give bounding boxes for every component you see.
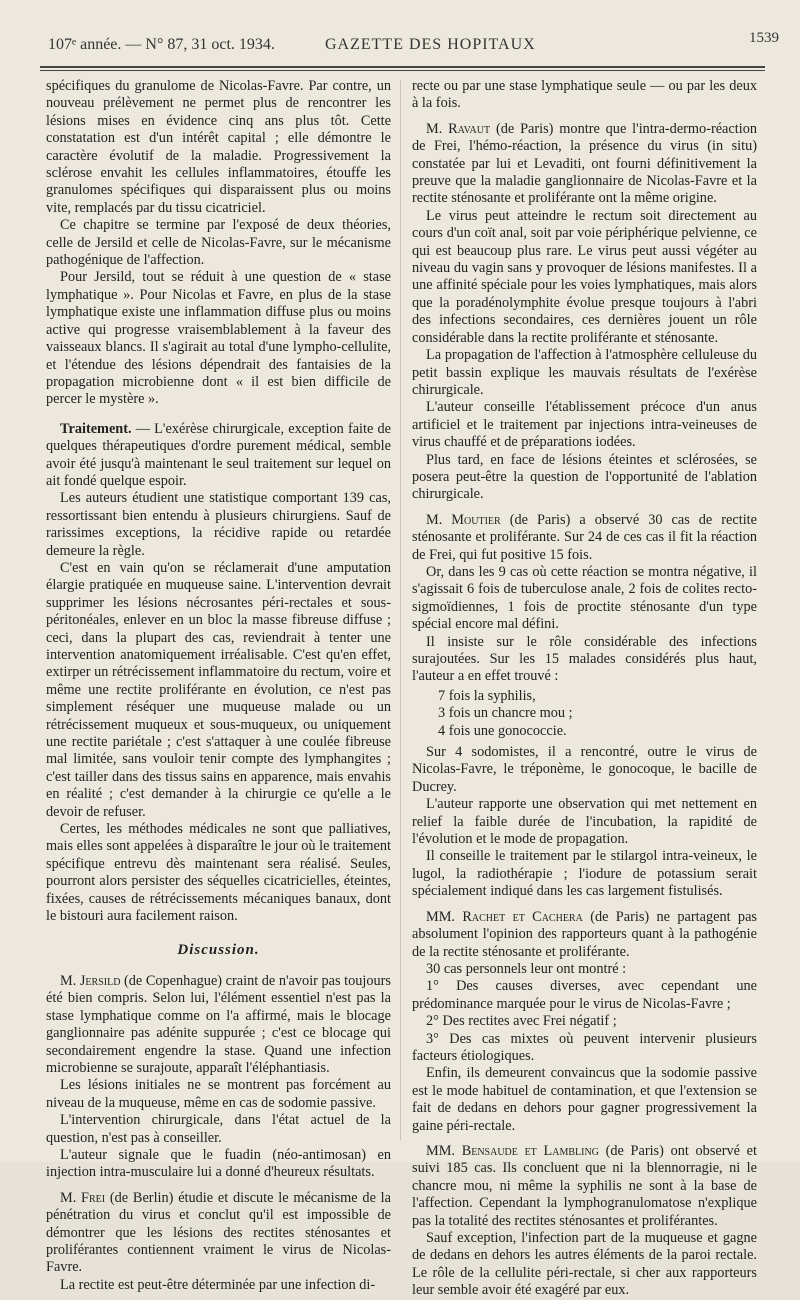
left-column [46,78,391,1294]
paragraph: C'est en vain qu'on se réclamerait d'une amputation élargie pratiquée en muqueuse saine. L'intervention devrait supprimer les lésions nécrosantes péri-rectales et sous-péritonéales, enlever en un bloc la masse fibreuse diffuse ; ceci, dans la plupart des cas, reviendrait à tenter une intervention anatomiquement irréalisable. C'est qu'en effet, extirper un rétrécissement inflammatoire du rectum, voire et même une rectite proliférante en évolution, ce n'est pas simplement réséquer une muqueuse malade ou un rétrécissement muqueux et sous-muqueux, ou uniquement une rectite pariétale ; c'est s'attaquer à une coulée fibreuse mal limitée, sans vouloir tenir compte des lymphangites ; c'est tailler dans des tissus sains en apparence, mais envahis en réalité ; c'est demander à la chirurgie ce qu'elle a le devoir de refuser. [46,559,391,820]
speaker-name: MM. Bensaude et Lambling [426,1142,599,1159]
speaker-name: M. Jersild [60,972,121,989]
paragraph: Pour Jersild, tout se réduit à une question de « stase lymphatique ». Pour Nicolas et Favre, en plus de la stase lymphatique existe une inflammation diffuse plus ou moins active qui progresse vraisemblablement à la faveur des vaisseaux blancs. Il s'agirait au total d'une lympho-cellulite, et l'étendue des lésions dépendrait des fantaisies de la propagation microbienne dont « il est bien difficile de percer le mystère ». [46,269,391,408]
issue-info: 107ᵉ année. — N° 87, 31 oct. 1934. [48,36,275,53]
paragraph: L'auteur signale que le fuadin (néo-antimosan) en injection intra-musculaire lui a donné d'heureux résultats. [46,1146,391,1181]
paragraph: Les lésions initiales ne se montrent pas forcément au niveau de la muqueuse, même en cas de sodomie passive. [46,1077,391,1111]
list-item: 3° Des cas mixtes où peuvent intervenir plusieurs facteurs étiologiques. [412,1030,757,1064]
paragraph: La propagation de l'affection à l'atmosphère celluleuse du petit bassin explique les mauvais résultats de l'exérèse chirurgicale. [412,347,757,398]
treatment-paragraph [46,421,391,491]
list-item: 7 fois la syphilis, [438,687,536,704]
right-column [412,78,757,1300]
discussion-heading: Discussion. [177,941,260,958]
paragraph: La rectite est peut-être déterminée par une infection di- [60,1276,376,1293]
section-heading: Traitement. [60,420,132,437]
paragraph: Le virus peut atteindre le rectum soit directement au cours d'un coït anal, soit par voie périphérique pelvienne, ce qui est beaucoup plus rare. Le virus peut aussi végéter au niveau du vagin sans y provoquer de lésions manifestes. Il a une affinité spéciale pour les voies lymphatiques, mais alors que la poradénolymphite évolue presque toujours à l'abri des infections secondaires, ces dernières jouent un rôle considérable dans la rectite proliférante et sténosante. [412,207,757,346]
list-item: 1° Des causes diverses, avec cependant une prédominance marquée pour le virus de Nicolas-Favre ; [412,978,757,1012]
paragraph: Plus tard, en face de lésions éteintes et sclérosées, se posera peut-être la question de l'opportunité de l'ablation chirurgicale. [412,451,757,503]
speaker-name: M. Moutier [426,511,501,528]
infection-list [438,688,757,740]
header-rule-thin [40,70,765,71]
paragraph-text: (de Paris) montre que l'intra-dermo-réaction de Frei, l'hémo-réaction, la présence du virus (in situ) constatée par lui et Levaditi, ont fourni définitivement la preuve que la maladie ganglionnaire de Nicolas-Favre et la rectite sténosante et proliférante ont la même origine. [412,120,757,207]
speaker-name: M. Ravaut [426,120,491,137]
paragraph-text: (de Copenhague) craint de n'avoir pas toujours été bien compris. Selon lui, l'élément essentiel n'est pas la stase lymphatique comme on l'a affirmé, mais le blocage ganglionnaire pas adénite suppurée ; c'est ce blocage qui secondairement engendre la stase. Quand une infection microbienne se surajoute, apparaît l'éléphantiasis. [46,972,391,1076]
paragraph: Il insiste sur le rôle considérable des infections surajoutées. Sur les 15 malades considérés plus haut, l'auteur a en effet trouvé : [412,633,757,685]
speaker-paragraph [412,1143,757,1230]
paragraph: 30 cas personnels leur ont montré : [426,960,627,977]
speaker-name: M. Frei [60,1189,106,1206]
speaker-paragraph [412,121,757,208]
speaker-paragraph [412,512,757,564]
speaker-paragraph [46,973,391,1077]
speaker-paragraph [412,909,757,961]
column-separator [400,80,401,1140]
journal-title: GAZETTE DES HOPITAUX [325,36,536,53]
header-rule [40,66,765,68]
list-item: 3 fois un chancre mou ; [438,705,573,722]
paragraph: Ce chapitre se termine par l'exposé de deux théories, celle de Jersild et celle de Nicolas-Favre, sur le mécanisme pathogénique de l'affection. [46,217,391,269]
paragraph-text: — L'exérèse chirurgicale, exception faite de quelques thérapeutiques d'ordre purement médical, semble avoir été jusqu'à maintenant le seul traitement sur lequel on ait fondé quelque espoir. [46,420,391,489]
list-item: 2° Des rectites avec Frei négatif ; [426,1013,617,1030]
paragraph: Sauf exception, l'infection part de la muqueuse et gagne de dedans en dehors les autres éléments de la paroi rectale. Le rôle de la cellulite péri-rectale, si cher aux rapporteurs leur semble avoir été exagéré par eux. [412,1230,757,1299]
paragraph: L'auteur rapporte une observation qui met nettement en relief la faible durée de l'incubation, la rapidité de l'évolution et le mode de propagation. [412,796,757,848]
paragraph-text: (de Paris) ne partagent pas absolument l'opinion des rapporteurs quant à la pathogénie de la rectite sténosante et proliférante. [412,908,757,960]
speaker-name: MM. Rachet et Cachera [426,908,583,925]
paragraph: Certes, les méthodes médicales ne sont que palliatives, mais elles sont appelées à disparaître le jour où le traitement spécifique entrevu dès maintenant sera réalisé. Seules, pourront alors persister des séquelles cicatricielles, éteintes, fixées, causes de rétrécissements mécaniques banaux, dont le bistouri aura facilement raison. [46,821,391,925]
paragraph: L'auteur conseille l'établissement précoce d'un anus artificiel et le traitement par injections intra-veineuses de virus chauffé et de préparations iodées. [412,399,757,451]
page-header [40,30,785,64]
paragraph-text: (de Berlin) étudie et discute le mécanisme de la pénétration du virus et conclut qu'il est impossible de démontrer que les lésions des rectites sténosantes et proliférantes contiennent vraiment le virus de Nicolas-Favre. [46,1189,392,1276]
paragraph: Enfin, ils demeurent convaincus que la sodomie passive est le mode habituel de contamination, et que l'extension se fait de dedans en dehors pour gagner progressivement la gaine péri-rectale. [412,1065,757,1134]
paragraph: Sur 4 sodomistes, il a rencontré, outre le virus de Nicolas-Favre, le tréponème, le gonocoque, le bacille de Ducrey. [412,744,757,795]
paragraph-text: (de Paris) ont observé et suivi 185 cas. Ils concluent que ni la blennorragie, ni le chancre mou, ni même la syphilis ne sont à la base de l'affection. Cependant la lymphogranulomatose n'explique pas la totalité des rectites sténosantes et proliférantes. [412,1142,757,1229]
list-item: 4 fois une gonococcie. [438,722,567,739]
paragraph: spécifiques du granulome de Nicolas-Favre. Par contre, un nouveau prélèvement ne permet plus de rencontrer les lésions mises en évidence cinq ans plus tôt. Cette constatation est d'un intérêt capital ; elle démontre le caractère évolutif de la maladie. Progressivement la sclérose envahit les cellules inflammatoires, étouffe les granulomes spécifiques qui disparaissent plus ou moins vite, remplacés par du tissu cicatriciel. [46,78,391,216]
paragraph-text: (de Paris) a observé 30 cas de rectite sténosante et proliférante. Sur 24 de ces cas il fit la réaction de Frei, qui fut positive 15 fois. [412,511,758,563]
paragraph: Les auteurs étudient une statistique comportant 139 cas, ressortissant bien entendu à plusieurs chirurgiens. Sauf de rarissimes exceptions, la récidive rapide ou retardée demeure la règle. [46,490,391,559]
paragraph: L'intervention chirurgicale, dans l'état actuel de la question, n'est pas à conseiller. [46,1112,391,1146]
speaker-paragraph [46,1190,391,1277]
paragraph: Or, dans les 9 cas où cette réaction se montra négative, il s'agissait 6 fois de tuberculose anale, 2 fois de colites recto-sigmoïdiennes, 1 fois de proctite sténosante d'un type spécial encore mal défini. [412,563,757,633]
page-number: 1539 [749,30,779,46]
paragraph: Il conseille le traitement par le stilargol intra-veineux, le lugol, la radiothérapie ; l'iodure de potassium serait spécialement indiqué dans les cas largement fistulisés. [412,848,757,900]
paragraph: recte ou par une stase lymphatique seule — ou par les deux à la fois. [412,78,757,112]
